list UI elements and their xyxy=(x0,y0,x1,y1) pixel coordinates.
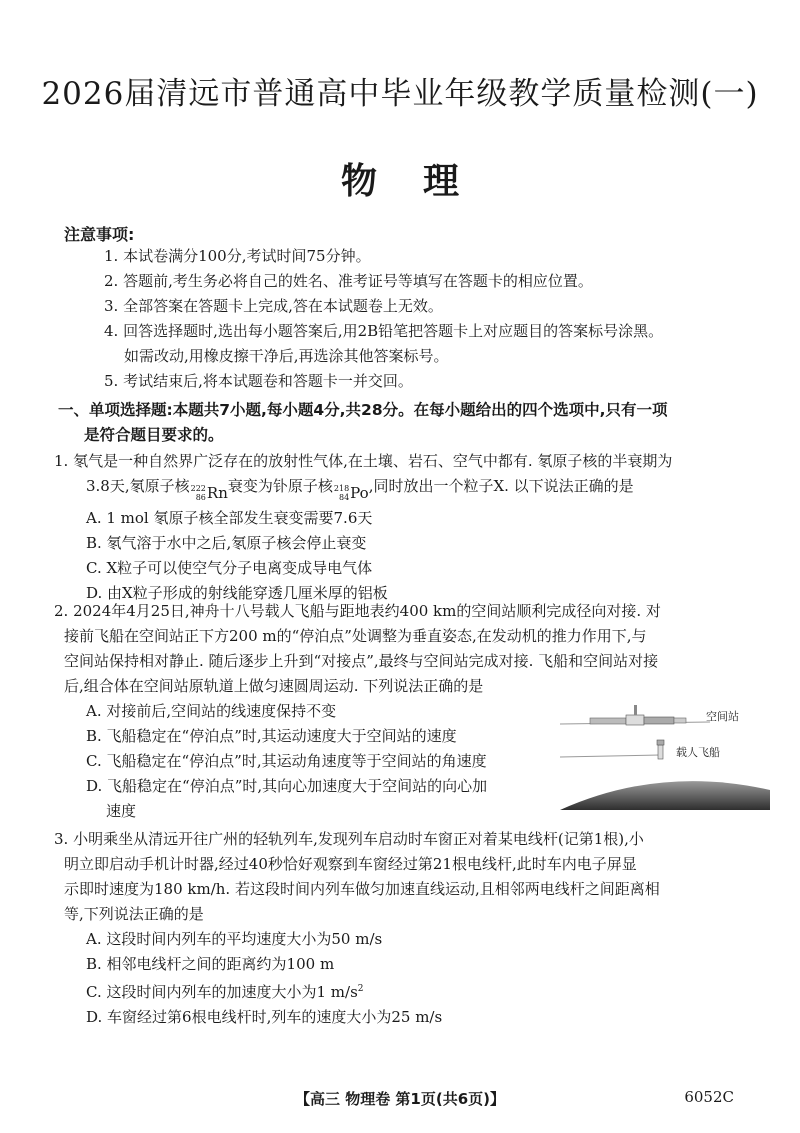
stem-text: 衰变为钋原子核 xyxy=(227,477,333,495)
notice-item: 5. 考试结束后,将本试题卷和答题卡一并交回。 xyxy=(104,372,413,390)
question-stem: 后,组合体在空间站原轨道上做匀速圆周运动. 下列说法正确的是 xyxy=(64,677,484,695)
question-stem: 明立即启动手机计时器,经过40秒恰好观察到车窗经过第21根电线杆,此时车内电子屏显 xyxy=(64,855,637,873)
option-d: D. 由X粒子形成的射线能穿透几厘米厚的铝板 xyxy=(86,583,388,602)
station-label: 空间站 xyxy=(706,710,739,723)
mass-number: 218 xyxy=(333,484,350,493)
stem-text: 3.8天,氡原子核 xyxy=(86,477,190,495)
space-station-icon xyxy=(590,705,686,725)
section-heading xyxy=(58,398,744,448)
stem-text: ,同时放出一个粒子X. 以下说法正确的是 xyxy=(368,477,634,495)
spacecraft-icon xyxy=(657,740,664,759)
element-symbol: Rn xyxy=(206,483,228,502)
exponent: 2 xyxy=(357,984,364,994)
option-a: A. 对接前后,空间站的线速度保持不变 xyxy=(86,702,337,720)
option-b: B. 相邻电线杆之间的距离约为100 m xyxy=(86,955,335,973)
notice-item: 4. 回答选择题时,选出每小题答案后,用2B铅笔把答题卡上对应题目的答案标号涂黑。 xyxy=(104,322,664,340)
notice-list xyxy=(104,244,764,394)
element-symbol: Po xyxy=(350,483,369,502)
option-c: C. X粒子可以使空气分子电离变成导电气体 xyxy=(86,558,373,577)
option-c: C. 飞船稳定在“停泊点”时,其运动角速度等于空间站的角速度 xyxy=(86,752,487,770)
option-b: B. 氡气溶于水中之后,氡原子核会停止衰变 xyxy=(86,533,367,552)
question-stem: 示即时速度为180 km/h. 若这段时间内列车做匀加速直线运动,且相邻两电线杆之间距离相 xyxy=(64,880,660,898)
option-c-text: C. 这段时间内列车的加速度大小为1 m/s xyxy=(86,983,358,1001)
notice-item: 3. 全部答案在答题卡上完成,答在本试题卷上无效。 xyxy=(104,297,443,315)
section-heading-line: 一、单项选择题:本题共7小题,每小题4分,共28分。在每小题给出的四个选项中,只有一项 xyxy=(58,401,668,419)
question-stem: 3. 小明乘坐从清远开往广州的轻轨列车,发现列车启动时车窗正对着某电线杆(记第1根),小 xyxy=(54,830,644,848)
question-stem: 空间站保持相对静止. 随后逐步上升到“对接点”,最终与空间站完成对接. 飞船和空间站对接 xyxy=(64,652,659,670)
option-b: B. 飞船稳定在“停泊点”时,其运动速度大于空间站的速度 xyxy=(86,727,457,745)
option-a: A. 这段时间内列车的平均速度大小为50 m/s xyxy=(86,930,383,948)
question-stem xyxy=(86,474,754,506)
orbit-line-ship xyxy=(560,755,660,757)
question-stem: 等,下列说法正确的是 xyxy=(64,905,204,923)
subject-title: 物理 xyxy=(340,161,505,202)
question-stem: 2. 2024年4月25日,神舟十八号载人飞船与距地表约400 km的空间站顺利完成径向对接. 对 xyxy=(54,602,661,620)
section-heading-line: 是符合题目要求的。 xyxy=(84,426,224,444)
option-d: D. 车窗经过第6根电线杆时,列车的速度大小为25 m/s xyxy=(86,1008,443,1026)
ship-label: 载人飞船 xyxy=(676,746,720,759)
option-c xyxy=(86,977,754,1005)
exam-title: 2026届清远市普通高中毕业年级教学质量检测(一) xyxy=(41,76,759,112)
option-d: D. 飞船稳定在“停泊点”时,其向心加速度大于空间站的向心加 xyxy=(86,777,488,795)
notice-item: 2. 答题前,考生务必将自己的姓名、准考证号等填写在答题卡的相应位置。 xyxy=(104,272,593,290)
exam-code: 6052C xyxy=(684,1088,734,1106)
earth-surface xyxy=(560,781,770,810)
question-1 xyxy=(54,449,754,606)
atomic-number: 86 xyxy=(195,493,206,502)
docking-illustration xyxy=(560,700,770,810)
notice-heading: 注意事项: xyxy=(64,225,135,244)
question-stem: 接前飞船在空间站正下方200 m的“停泊点”处调整为垂直姿态,在发动机的推力作用下,与 xyxy=(64,627,647,645)
docking-figure xyxy=(560,700,770,810)
mass-number: 222 xyxy=(190,484,206,493)
radon-nucleus xyxy=(190,481,228,506)
atomic-number: 84 xyxy=(338,493,350,502)
question-3 xyxy=(54,827,754,1030)
option-d-continued: 速度 xyxy=(106,802,137,820)
polonium-nucleus xyxy=(333,481,369,506)
question-stem: 1. 氡气是一种自然界广泛存在的放射性气体,在土壤、岩石、空气中都有. 氡原子核的半衰期为 xyxy=(54,452,673,470)
option-a: A. 1 mol 氡原子核全部发生衰变需要7.6天 xyxy=(86,508,373,527)
footer-page-info: 【高三 物理卷 第1页(共6页)】 xyxy=(294,1090,506,1108)
notice-item: 1. 本试卷满分100分,考试时间75分钟。 xyxy=(104,247,371,265)
notice-item: 如需改动,用橡皮擦干净后,再选涂其他答案标号。 xyxy=(124,347,449,365)
